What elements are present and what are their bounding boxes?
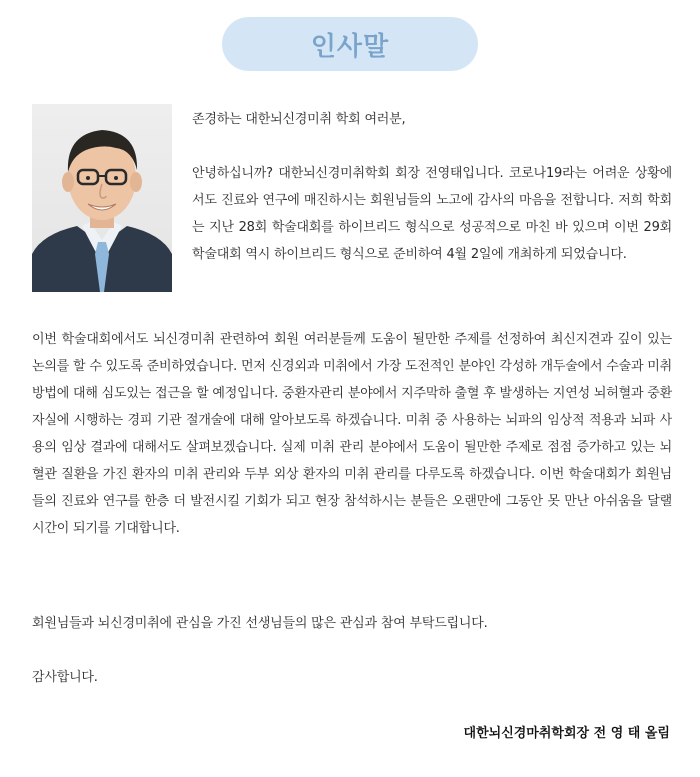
page-title-banner: [222, 17, 478, 71]
letter-body-paragraph: 이번 학술대회에서도 뇌신경미취 관련하여 회원 여러분들께 도움이 될만한 주제를 선정하여 최신지견과 깊이 있는 논의를 할 수 있도록 준비하였습니다. 먼저 신경외과 미취에서 가장 도전적인 분야인 각성하 개두술에서 수술과 미취 방법에 대해 심도있는 접근을 할 예정입니다. 중환자관리 분야에서 지주막하 출혈 후 발생하는 지연성 뇌허혈과 중환자실에 시행하는 경피 기관 절개술에 대해 알아보도록 하겠습니다. 미취 중 사용하는 뇌파의 임상적 적용과 뇌파 사용의 임상 결과에 대해서도 살펴보겠습니다. 실제 미취 관리 분야에서 도움이 될만한 주제로 점점 증가하고 있는 뇌혈관 질환을 가진 환자의 미취 관리와 두부 외상 환자의 미취 관리를 다루도록 하겠습니다. 이번 학술대회가 회원님들의 진료와 연구를 한층 더 발전시킬 기회가 되고 현장 참석하시는 분들은 오랜만에 그동안 못 만난 아쉬움을 달랠 시간이 되기를 기대합니다.: [32, 332, 672, 536]
letter-closing-request: 회원님들과 뇌신경미취에 관심을 가진 선생님들의 많은 관심과 참여 부탁드립니다.: [32, 616, 488, 631]
page-title: 인사말: [310, 31, 390, 62]
portrait-illustration: [32, 104, 172, 292]
letter-signature: 대한뇌신경마취학회장 전 영 태 올림: [463, 726, 670, 741]
letter-greeting: 존경하는 대한뇌신경미취 학회 여러분,: [192, 112, 406, 127]
president-portrait: [32, 104, 172, 292]
letter-intro-paragraph: 안녕하십니까? 대한뇌신경미취학회 회장 전영태입니다. 코로나19라는 어려운 상황에서도 진료와 연구에 매진하시는 회원님들의 노고에 감사의 마음을 전합니다. 저희 학회는 지난 28회 학술대회를 하이브리드 형식으로 성공적으로 마친 바 있으며 이번 29회 학술대회 역시 하이브리드 형식으로 준비하여 4월 2일에 개최하게 되었습니다.: [192, 166, 672, 262]
letter-thanks: 감사합니다.: [32, 670, 98, 685]
